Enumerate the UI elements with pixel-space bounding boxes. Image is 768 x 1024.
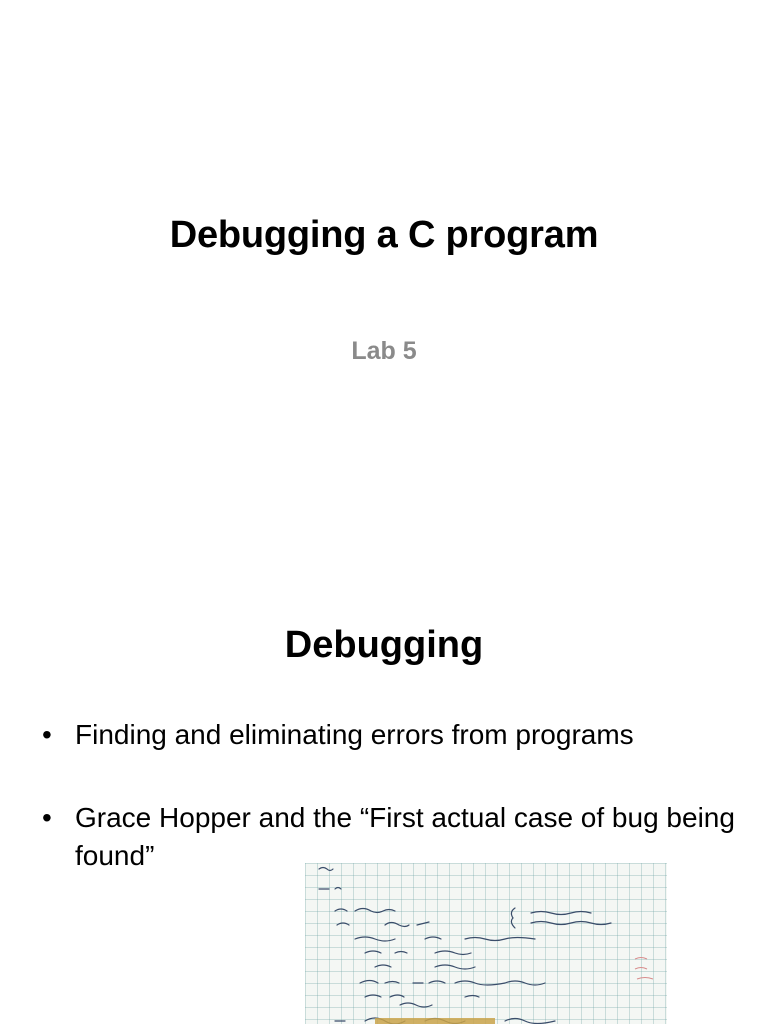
slide-title-heading: Debugging a C program xyxy=(169,214,599,256)
slide-debugging xyxy=(0,576,768,1024)
bullet-text: Grace Hopper and the “First actual case of bug being found” xyxy=(75,802,735,871)
slide-heading: Debugging xyxy=(284,624,484,666)
bullet-item xyxy=(42,716,742,754)
handwriting-scribbles-icon xyxy=(305,863,667,1024)
bullet-dot-icon: • xyxy=(42,719,52,750)
slide-subtitle: Lab 5 xyxy=(351,337,417,365)
bullet-dot-icon: • xyxy=(42,802,52,833)
logbook-page-photo xyxy=(305,863,667,1024)
taped-moth-icon xyxy=(375,1018,495,1024)
bullet-text: Finding and eliminating errors from programs xyxy=(75,719,634,750)
